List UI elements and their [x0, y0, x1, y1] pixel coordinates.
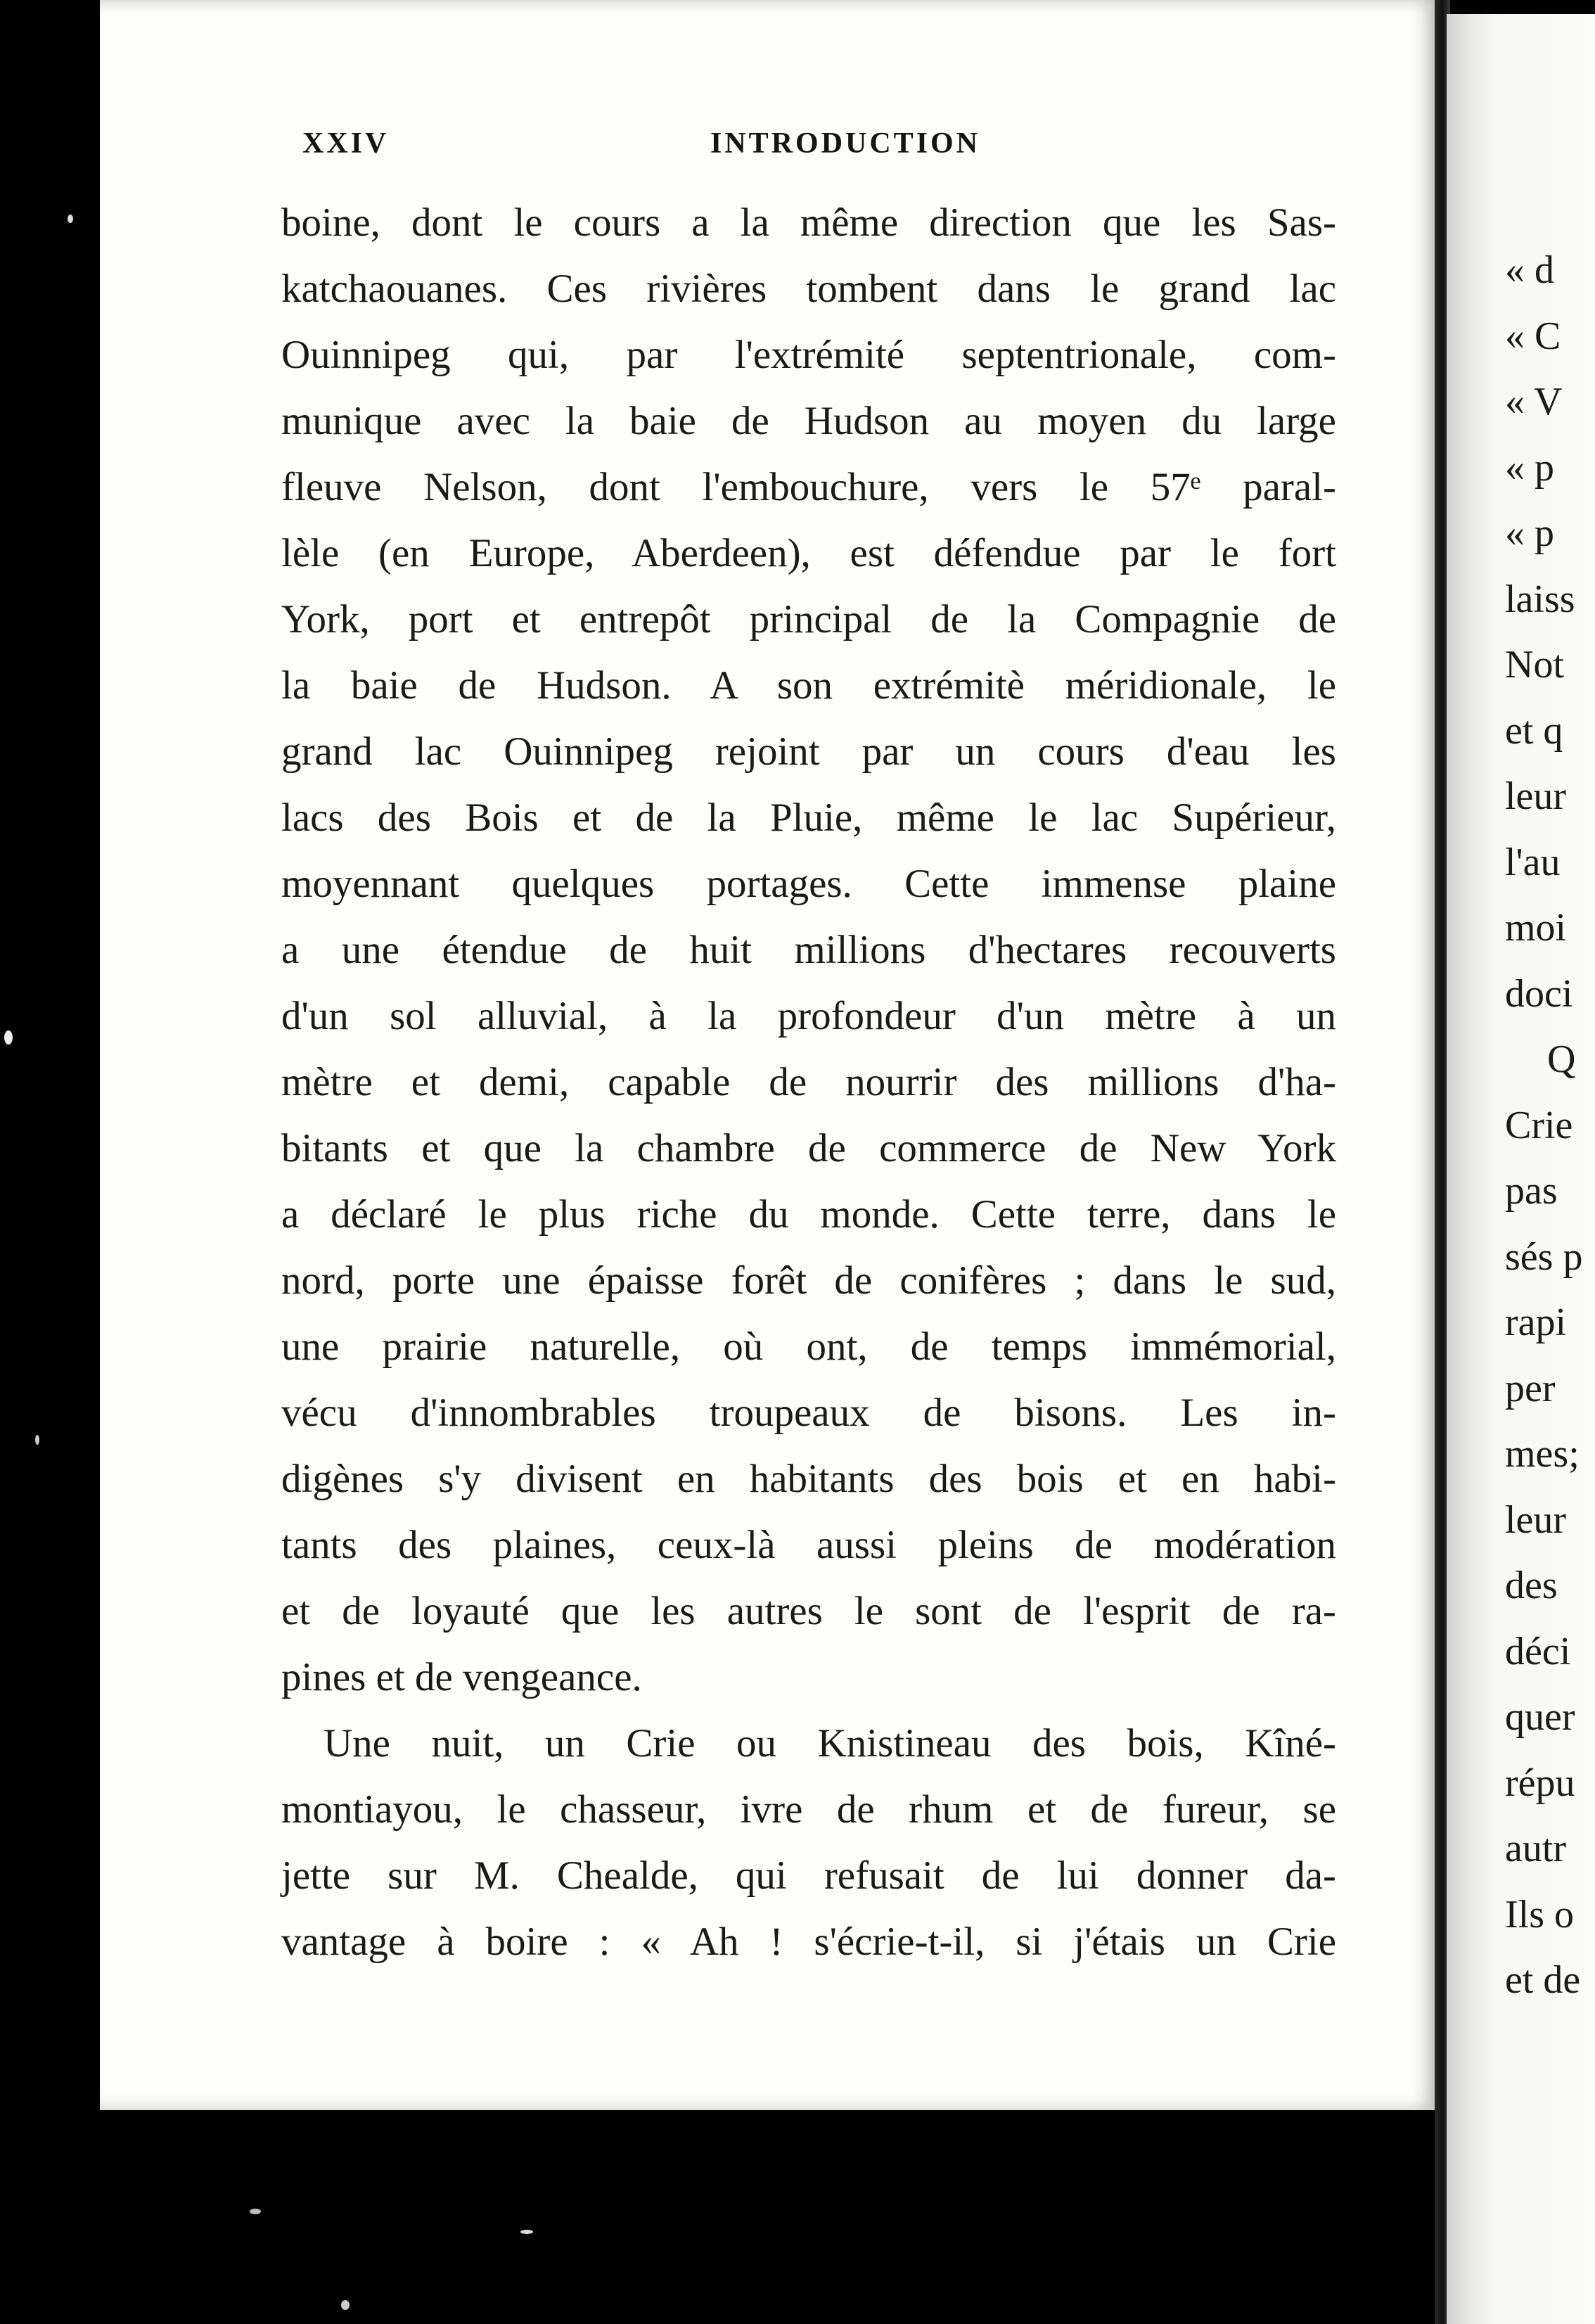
text-line: Ouinnipeg qui, par l'extrémité septentrionale, com-: [281, 333, 1336, 377]
text-line: grand lac Ouinnipeg rejoint par un cours d'eau les: [281, 729, 1336, 774]
body-text: [281, 190, 1336, 1975]
right-text-line: pas: [1505, 1169, 1558, 1213]
text-line: digènes s'y divisent en habitants des bois et en habi-: [281, 1457, 1336, 1501]
right-text-line: laiss: [1505, 577, 1575, 621]
text-line: boine, dont le cours a la même direction que les Sas-: [281, 200, 1336, 245]
right-text-line: « V: [1505, 380, 1563, 423]
right-text-line: autr: [1505, 1827, 1567, 1870]
text-line: vécu d'innombrables troupeaux de bisons. Les in-: [281, 1391, 1336, 1435]
page-number: XXIV: [302, 127, 390, 160]
text-line: lèle (en Europe, Aberdeen), est défendue par le fort: [281, 531, 1336, 575]
text-line: d'un sol alluvial, à la profondeur d'un mètre à un: [281, 994, 1336, 1038]
text-line: mètre et demi, capable de nourrir des millions d'ha-: [281, 1060, 1336, 1104]
right-text-line: Not: [1505, 643, 1564, 687]
right-text-line: répu: [1505, 1761, 1575, 1805]
text-line: et de loyauté que les autres le sont de l'esprit de ra-: [281, 1589, 1336, 1633]
right-text-line: des: [1505, 1564, 1558, 1607]
paragraph-start-line: Une nuit, un Crie ou Knistineau des bois, Kîné-: [324, 1721, 1336, 1766]
text-line: vantage à boire : « Ah ! s'écrie-t-il, si j'étais un Crie: [281, 1920, 1336, 1964]
text-line: a déclaré le plus riche du monde. Cette terre, dans le: [281, 1192, 1336, 1237]
scan-artifact: [250, 2209, 261, 2214]
right-text-line: et q: [1505, 708, 1563, 753]
text-line: moyennant quelques portages. Cette immense plaine: [281, 862, 1336, 906]
right-text-line: mes;: [1505, 1432, 1580, 1476]
text-line: katchaouanes. Ces rivières tombent dans le grand lac: [281, 267, 1336, 311]
text-line: York, port et entrepôt principal de la Compagnie de: [281, 597, 1336, 641]
right-text-line: Crie: [1505, 1103, 1573, 1147]
scan-artifact: [341, 2300, 350, 2310]
text-line: nord, porte une épaisse forêt de conifères ; dans le sud,: [281, 1258, 1336, 1303]
running-head: INTRODUCTION: [710, 127, 981, 160]
scan-artifact: [520, 2230, 533, 2234]
text-line: fleuve Nelson, dont l'embouchure, vers le 57ᵉ paral-: [281, 465, 1336, 509]
right-text-line: Ils o: [1505, 1892, 1574, 1936]
right-page-text: [1505, 238, 1582, 2014]
scan-artifact: [35, 1435, 39, 1445]
text-line: a une étendue de huit millions d'hectares recouverts: [281, 928, 1336, 972]
right-text-line: « d: [1505, 248, 1554, 292]
right-text-line: rapi: [1505, 1301, 1567, 1344]
right-text-line: doci: [1505, 971, 1573, 1016]
right-text-line: « p: [1505, 511, 1554, 555]
right-text-line: et de: [1505, 1958, 1581, 2002]
right-text-line: quer: [1505, 1695, 1575, 1739]
right-text-line: sés p: [1505, 1234, 1583, 1279]
right-text-line: per: [1505, 1366, 1556, 1410]
right-text-line: leur: [1505, 774, 1567, 818]
right-text-line: moi: [1505, 906, 1567, 950]
text-line: montiayou, le chasseur, ivre de rhum et de fureur, se: [281, 1787, 1336, 1832]
right-text-line: « C: [1505, 314, 1561, 358]
text-line: bitants et que la chambre de commerce de New York: [281, 1126, 1336, 1170]
text-line: la baie de Hudson. A son extrémitè méridionale, le: [281, 663, 1336, 708]
text-line: lacs des Bois et de la Pluie, même le lac Supérieur,: [281, 796, 1336, 840]
right-text-line: leur: [1505, 1498, 1567, 1542]
right-text-line: l'au: [1505, 840, 1561, 884]
right-text-line: déci: [1505, 1629, 1571, 1673]
right-text-line: « p: [1505, 445, 1554, 490]
scan-artifact: [68, 215, 73, 223]
text-line: munique avec la baie de Hudson au moyen du large: [281, 399, 1336, 443]
text-line: tants des plaines, ceux-là aussi pleins de modération: [281, 1523, 1336, 1567]
text-line: jette sur M. Chealde, qui refusait de lui donner da-: [281, 1853, 1336, 1898]
right-text-line: Q: [1547, 1038, 1576, 1081]
paragraph-end-line: pines et de vengeance.: [281, 1655, 642, 1699]
scan-artifact: [4, 1030, 13, 1045]
text-line: une prairie naturelle, où ont, de temps immémorial,: [281, 1324, 1336, 1369]
